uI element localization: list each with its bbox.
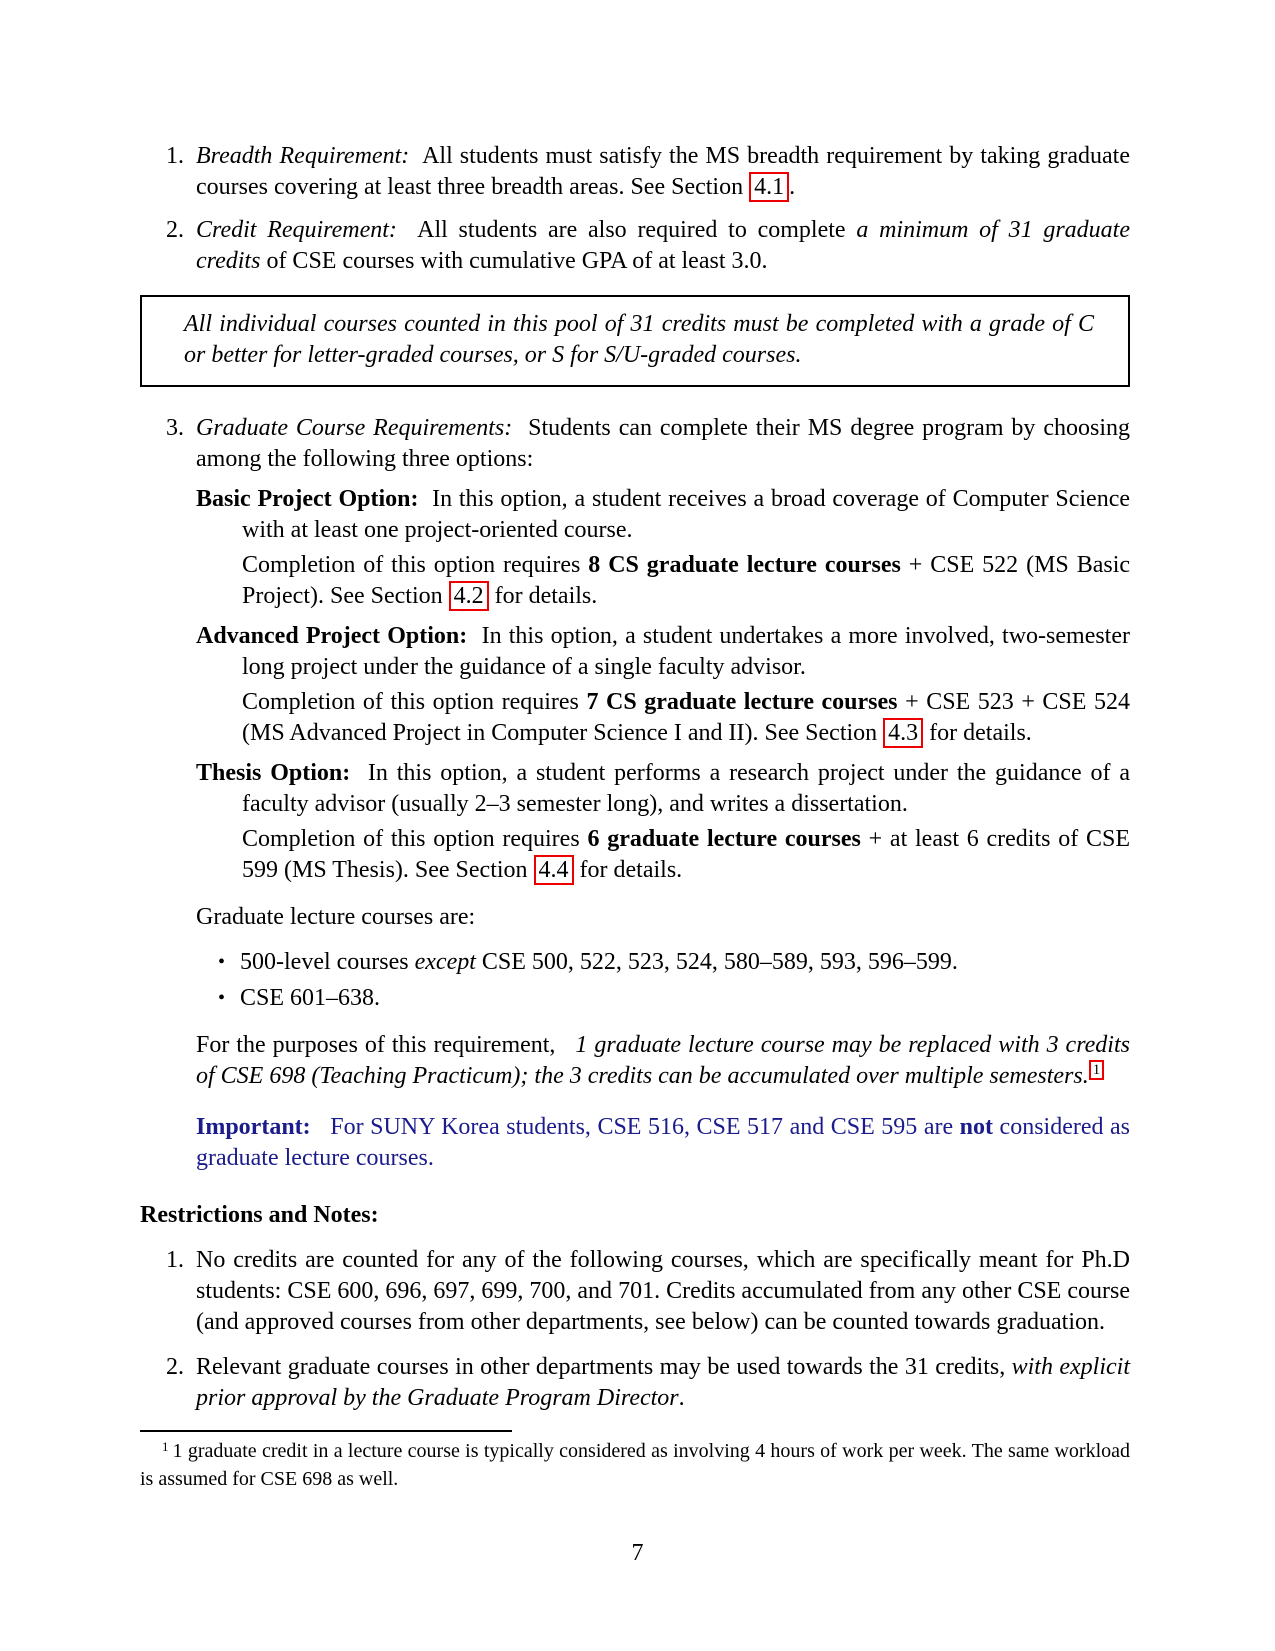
requirement-text: All students are also required to complete <box>417 217 846 243</box>
completion-text: + CSE 522 (MS Basic Project). See Section <box>242 552 1131 609</box>
requirement-item-body <box>196 141 1130 203</box>
footnote-rule <box>140 1430 512 1432</box>
completion-text-end: for details. <box>929 720 1032 746</box>
restriction-text: Relevant graduate courses in other departments may be used towards the 31 credits, <box>196 1354 1006 1380</box>
restriction-text: No credits are counted for any of the following courses, which are specifically meant for Ph.D students: CSE 600, 696, 697, 699, 700, and 701. Credits accumulated from any other CSE course (and approved courses from other departments, see below) can be counted towards graduation. <box>196 1247 1130 1335</box>
option-completion <box>242 687 1130 749</box>
section-link-4-4[interactable]: 4.4 <box>534 855 574 885</box>
page-content <box>140 141 1130 1493</box>
restriction-item <box>140 1245 1130 1338</box>
restriction-text-end: . <box>678 1385 685 1411</box>
section-link-4-1[interactable]: 4.1 <box>749 172 789 202</box>
completion-text: Completion of this option requires <box>242 689 579 715</box>
page-number-text: 7 <box>631 1540 644 1566</box>
important-note <box>196 1112 1130 1174</box>
requirement-label: Breadth Requirement: <box>196 143 410 169</box>
important-label: Important: <box>196 1114 311 1140</box>
completion-text-end: for details. <box>494 583 598 609</box>
important-bold: not <box>959 1114 994 1140</box>
requirement-text-end: of CSE courses with cumulative GPA of at least 3.0. <box>266 248 768 274</box>
restriction-item <box>140 1352 1130 1414</box>
restriction-item-body <box>196 1352 1130 1414</box>
list-number: 3. <box>166 415 184 441</box>
lecture-courses-intro-text: Graduate lecture courses are: <box>196 904 476 930</box>
bullet-text: 500-level courses <box>240 949 409 975</box>
option-label: Thesis Option: <box>196 760 351 786</box>
option-completion <box>242 824 1130 886</box>
option-label: Advanced Project Option: <box>196 623 468 649</box>
requirement-item-body <box>196 215 1130 277</box>
section-link-4-3[interactable]: 4.3 <box>883 718 923 748</box>
list-number: 1. <box>166 1247 184 1273</box>
advanced-project-option <box>196 621 1130 749</box>
restrictions-heading <box>140 1200 1130 1231</box>
completion-text: Completion of this option requires <box>242 552 581 578</box>
important-text: For SUNY Korea students, CSE 516, CSE 517 and CSE 595 are <box>330 1114 954 1140</box>
restriction-emphasis: with explicit prior approval by the Graduate Program Director <box>196 1354 1130 1411</box>
option-description <box>196 621 1130 683</box>
option-description <box>196 758 1130 820</box>
requirement-text-end: . <box>789 174 796 200</box>
restriction-item-body <box>196 1245 1130 1338</box>
bullet-body <box>240 983 1130 1014</box>
bullet-text: CSE 601–638. <box>240 985 381 1011</box>
bullet-icon: • <box>218 951 226 973</box>
bullet-body <box>240 947 1130 978</box>
replacement-note-text: For the purposes of this requirement, <box>196 1032 556 1058</box>
footnote-number: 1 <box>162 1439 169 1454</box>
completion-bold: 8 CS graduate lecture courses <box>588 552 901 578</box>
completion-text: + CSE 523 + CSE 524 (MS Advanced Project in Computer Science I and II). See Section <box>242 689 1130 746</box>
lecture-courses-list <box>196 947 1130 1014</box>
list-number: 1. <box>166 143 184 169</box>
requirement-item-breadth <box>140 141 1130 203</box>
requirement-item-body <box>196 413 1130 1174</box>
lecture-courses-intro <box>196 902 1130 933</box>
bullet-text-end: CSE 500, 522, 523, 524, 580–589, 593, 596–599. <box>481 949 958 975</box>
option-text: In this option, a student undertakes a more involved, two-semester long project under the guidance of a single faculty advisor. <box>242 623 1130 680</box>
footnote-text: 1 graduate credit in a lecture course is typically considered as involving 4 hours of work per week. The same workload is assumed for CSE 698 as well. <box>140 1440 1130 1490</box>
requirement-label: Graduate Course Requirements: <box>196 415 513 441</box>
lecture-course-bullet <box>196 983 1130 1014</box>
page-number <box>0 1540 1275 1567</box>
section-link-4-2[interactable]: 4.2 <box>449 581 489 611</box>
basic-project-option <box>196 484 1130 612</box>
requirement-item-graduate-courses <box>140 413 1130 1174</box>
requirement-item-credit <box>140 215 1130 277</box>
option-text: In this option, a student performs a research project under the guidance of a faculty advisor (usually 2–3 semester long), and writes a dissertation. <box>242 760 1131 817</box>
replacement-note <box>196 1030 1130 1092</box>
restrictions-heading-text: Restrictions and Notes: <box>140 1202 379 1228</box>
requirement-emphasis: a minimum of 31 graduate credits <box>196 217 1130 274</box>
replacement-note-emphasis: 1 graduate lecture course may be replaced with 3 credits of CSE 698 (Teaching Practicum); the 3 credits can be accumulated over multiple semesters. <box>196 1032 1130 1089</box>
completion-bold: 6 graduate lecture courses <box>587 826 861 852</box>
grade-requirement-note-text: All individual courses counted in this pool of 31 credits must be completed with a grade of C or better for letter-graded courses, or S for S/U-graded courses. <box>184 311 1094 368</box>
completion-text-end: for details. <box>579 857 683 883</box>
requirement-text: All students must satisfy the MS breadth requirement by taking graduate courses covering at least three breadth areas. See Section <box>196 143 1130 200</box>
grade-requirement-note <box>140 295 1130 387</box>
bullet-icon: • <box>218 987 226 1009</box>
option-label: Basic Project Option: <box>196 486 419 512</box>
option-completion <box>242 550 1130 612</box>
footnote-marker[interactable]: 1 <box>1089 1060 1105 1080</box>
completion-text: Completion of this option requires <box>242 826 580 852</box>
thesis-option <box>196 758 1130 886</box>
requirement-text: Students can complete their MS degree program by choosing among the following three options: <box>196 415 1130 472</box>
option-text: In this option, a student receives a broad coverage of Computer Science with at least one project-oriented course. <box>242 486 1130 543</box>
important-text-end: considered as graduate lecture courses. <box>196 1114 1131 1171</box>
restrictions-list <box>140 1245 1130 1414</box>
list-number: 2. <box>166 217 184 243</box>
footnote <box>140 1438 1130 1493</box>
list-number: 2. <box>166 1354 184 1380</box>
lecture-course-bullet <box>196 947 1130 978</box>
bullet-emphasis: except <box>414 949 476 975</box>
graduate-course-intro <box>196 413 1130 475</box>
completion-text: + at least 6 credits of CSE 599 (MS Thesis). See Section <box>242 826 1131 883</box>
completion-bold: 7 CS graduate lecture courses <box>586 689 898 715</box>
requirement-label: Credit Requirement: <box>196 217 397 243</box>
option-description <box>196 484 1130 546</box>
